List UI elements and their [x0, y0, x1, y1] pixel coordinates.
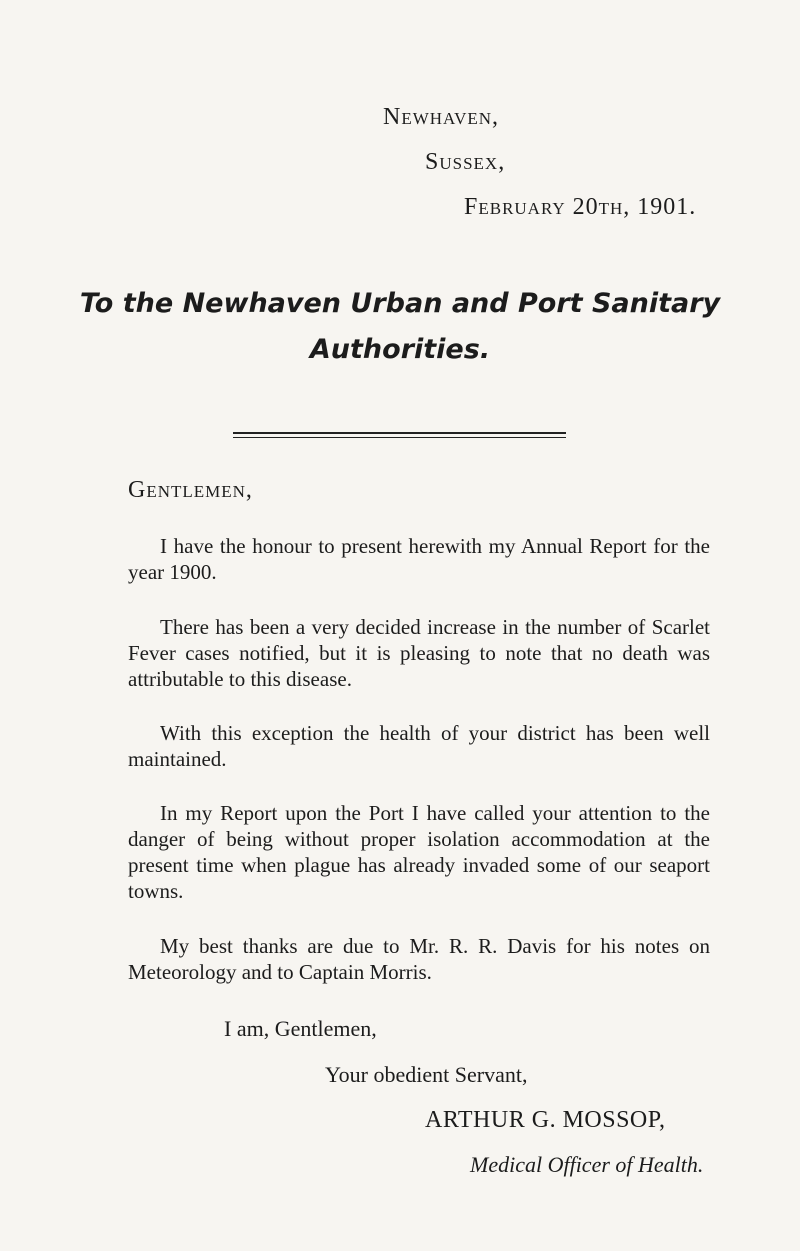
letter-date: February 20th, 1901.: [464, 194, 697, 220]
paragraph-thanks: [128, 933, 710, 985]
title-line-1: To the Newhaven Urban and Port Sanitary: [79, 288, 721, 319]
double-rule-top: [233, 432, 566, 434]
paragraph-text: My best thanks are due to Mr. R. R. Davis for his notes on Meteorology and to Captain Morris.: [128, 934, 710, 984]
paragraph-scarlet-fever: [128, 614, 710, 692]
title-line-2: Authorities.: [309, 334, 491, 365]
signature-office: Medical Officer of Health.: [470, 1152, 704, 1177]
paragraph-text: There has been a very decided increase in the number of Scarlet Fever cases notified, but it is pleasing to note that no death was attributable to this disease.: [128, 615, 710, 691]
address-county: Sussex,: [425, 149, 506, 175]
signature-name: ARTHUR G. MOSSOP,: [425, 1107, 666, 1133]
paragraph-health-maintained: [128, 720, 710, 772]
double-rule-bottom: [233, 437, 566, 438]
paragraph-port-report: [128, 800, 710, 904]
paragraph-text: With this exception the health of your district has been well maintained.: [128, 721, 710, 771]
salutation: Gentlemen,: [128, 477, 253, 503]
paragraph-annual-report: [128, 533, 710, 585]
paragraph-text: I have the honour to present herewith my Annual Report for the year 1900.: [128, 534, 710, 584]
closing-line-2: Your obedient Servant,: [325, 1062, 528, 1087]
paragraph-text: In my Report upon the Port I have called your attention to the danger of being without proper isolation accommodation at the present time when plague has already invaded some of our seaport towns.: [128, 801, 710, 903]
closing-line-1: I am, Gentlemen,: [224, 1016, 377, 1041]
address-town: Newhaven,: [383, 104, 500, 130]
